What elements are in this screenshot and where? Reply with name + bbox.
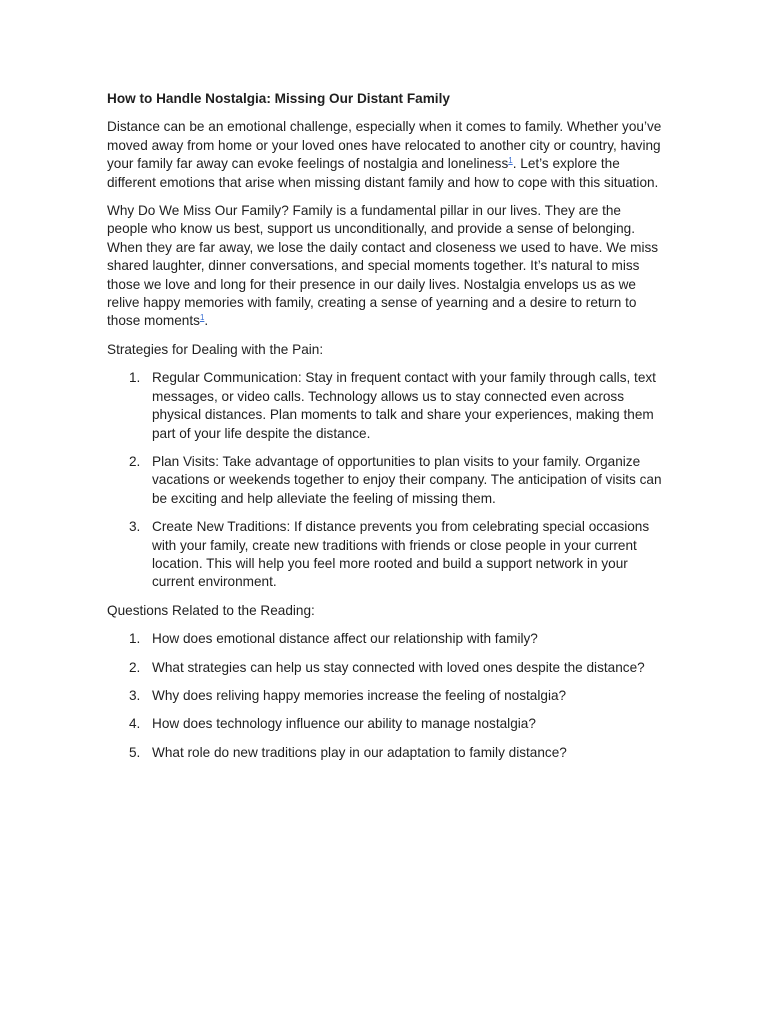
why-paragraph: [107, 202, 663, 331]
questions-list: [107, 630, 663, 762]
list-item-text: How does emotional distance affect our relationship with family?: [152, 631, 538, 647]
intro-text-continued: . Let’s explore the different emotions that arise when missing distant family and how to cope with this situation.: [107, 156, 659, 190]
list-number: 4.: [129, 716, 141, 732]
strategies-list: [107, 369, 663, 591]
list-item: [107, 518, 663, 592]
why-text-end: .: [204, 313, 209, 329]
why-text: Why Do We Miss Our Family? Family is a fundamental pillar in our lives. They are the people who know us best, support us unconditionally, and provide a sense of belonging. When they are far away, we lose the daily contact and closeness we used to have. We miss shared laughter, dinner conversations, and special moments together. It’s natural to miss those we love and long for their presence in our daily lives. Nostalgia envelops us as we relive happy memories with family, creating a sense of yearning and a desire to return to those moments: [107, 203, 659, 329]
intro-text: Distance can be an emotional challenge, especially when it comes to family. Whether you’ve moved away from home or your loved ones have relocated to another city or country, having your family far away can evoke feelings of nostalgia and loneliness: [107, 119, 662, 172]
list-item: [107, 744, 663, 762]
footnote-link[interactable]: 1: [199, 313, 205, 323]
questions-heading: Questions Related to the Reading:: [107, 602, 315, 618]
list-item: [107, 659, 663, 677]
document-body: [107, 90, 663, 772]
list-item: [107, 687, 663, 705]
footnote-link[interactable]: 1: [508, 156, 513, 166]
list-item-text: What strategies can help us stay connected with loved ones despite the distance?: [152, 659, 645, 675]
list-item-text: Regular Communication: Stay in frequent contact with your family through calls, text messages, or video calls. Technology allows us to stay connected even across physical distances. Plan moments to talk and share your experiences, making them part of your life despite the distance.: [152, 370, 656, 441]
list-item-text: Create New Traditions: If distance prevents you from celebrating special occasions with your family, create new traditions with friends or close people in your current location. This will help you feel more rooted and build a support network in your current environment.: [152, 519, 650, 590]
strategies-heading: Strategies for Dealing with the Pain:: [107, 341, 324, 357]
intro-paragraph: [107, 118, 663, 192]
list-item: [107, 369, 663, 443]
list-item: [107, 453, 663, 508]
list-item-text: How does technology influence our ability to manage nostalgia?: [152, 716, 536, 732]
list-number: 2.: [129, 453, 141, 469]
document-title: How to Handle Nostalgia: Missing Our Distant Family: [107, 91, 450, 106]
list-item-text: Why does reliving happy memories increase the feeling of nostalgia?: [152, 687, 567, 703]
list-item-text: Plan Visits: Take advantage of opportunities to plan visits to your family. Organize vacations or weekends together to enjoy their company. The anticipation of visits can be exciting and help alleviate the feeling of missing them.: [152, 453, 662, 506]
list-number: 1.: [129, 631, 141, 647]
list-number: 1.: [129, 370, 141, 386]
list-item-text: What role do new traditions play in our adaptation to family distance?: [152, 744, 567, 760]
list-item: [107, 630, 663, 648]
list-number: 2.: [129, 659, 141, 675]
list-number: 5.: [129, 744, 141, 760]
list-number: 3.: [129, 687, 141, 703]
list-item: [107, 715, 663, 733]
list-number: 3.: [129, 519, 141, 535]
